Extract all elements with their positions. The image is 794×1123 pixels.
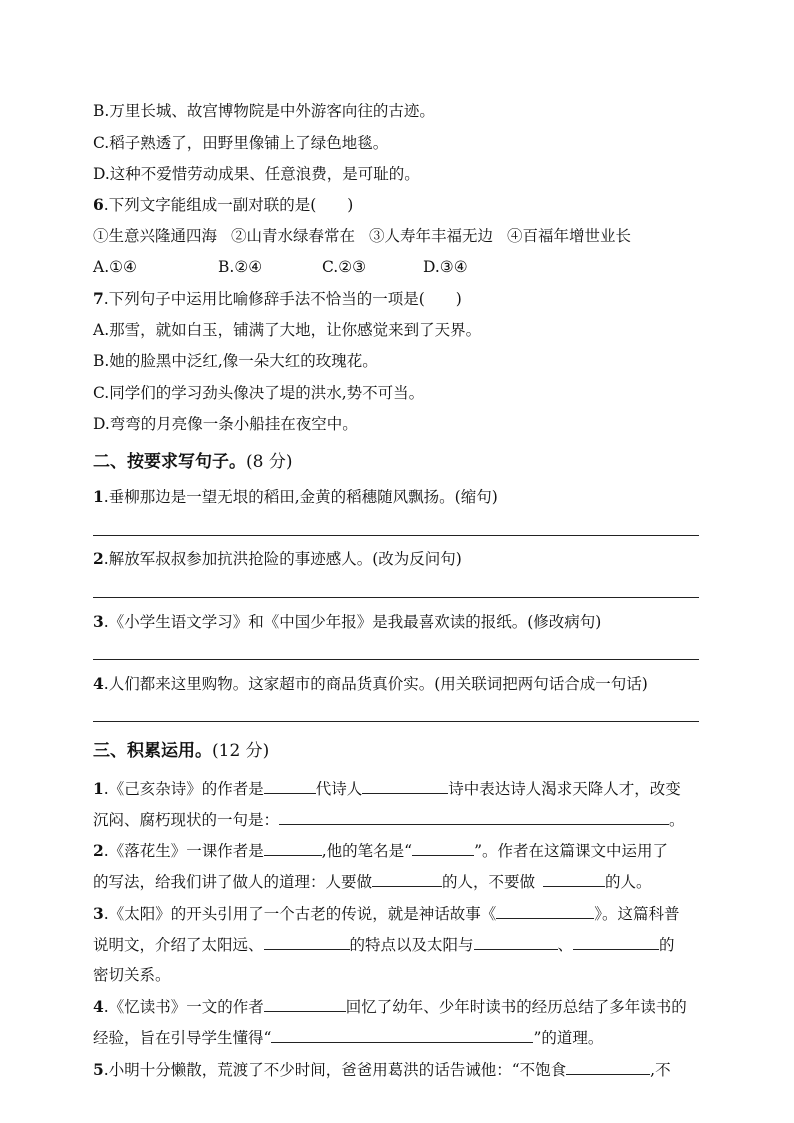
option-c: C.②③ (322, 258, 367, 276)
item-number: 2 (93, 549, 104, 568)
fill-blank[interactable] (264, 840, 322, 856)
item-number: 1 (93, 779, 104, 798)
text: ,不 (650, 1061, 671, 1079)
section3-q4-cont (93, 1027, 603, 1048)
section3-q3 (93, 903, 680, 924)
fill-blank[interactable] (474, 934, 558, 950)
option-b: B.她的脸黑中泛红,像一朵大红的玫瑰花。 (93, 352, 378, 370)
fill-blank[interactable] (264, 996, 346, 1012)
text: 的人。 (605, 873, 652, 891)
section3-q3-cont2: 密切关系。 (93, 966, 171, 984)
text: 的写法，给我们讲了做人的道理：人要做 (93, 873, 373, 891)
answer-line[interactable] (93, 721, 699, 722)
section3-q2 (93, 840, 668, 861)
answer-line[interactable] (93, 535, 699, 536)
item-text: .解放军叔叔参加抗洪抢险的事迹感人。(改为反问句) (103, 550, 462, 568)
couplet-item: ②山青水绿春常在 (231, 227, 356, 245)
section2-item-3 (93, 612, 601, 632)
option-a: A.那雪，就如白玉，铺满了大地，让你感觉来到了天界。 (93, 321, 482, 339)
item-number: 4 (93, 997, 104, 1016)
answer-line[interactable] (93, 597, 699, 598)
item-text: .《小学生语文学习》和《中国少年报》是我最喜欢读的报纸。(修改病句) (103, 613, 602, 631)
fill-blank[interactable] (372, 871, 442, 887)
option-d: D.这种不爱惜劳动成果、任意浪费，是可耻的。 (93, 165, 420, 183)
item-number: 5 (93, 1060, 104, 1079)
text: 。 (669, 811, 685, 829)
option-c: C.稻子熟透了，田野里像铺上了绿色地毯。 (93, 134, 389, 152)
fill-blank[interactable] (279, 809, 669, 825)
option-d: D.弯弯的月亮像一条小船挂在夜空中。 (93, 415, 358, 433)
text: 回忆了幼年、少年时读书的经历总结了多年读书的 (345, 998, 687, 1016)
fill-blank[interactable] (543, 871, 605, 887)
question-number: 7 (93, 289, 104, 308)
text: ”。作者在这篇课文中运用了 (474, 842, 669, 860)
item-number: 2 (93, 841, 104, 860)
section-heading (93, 452, 292, 472)
option-d: D.③④ (423, 258, 468, 276)
item-text: .人们都来这里购物。这家超市的商品货真价实。(用关联词把两句话合成一句话) (103, 675, 648, 693)
question-text: .下列句子中运用比喻修辞手法不恰当的一项是( ) (103, 290, 462, 308)
option-b: B.②④ (218, 258, 263, 276)
text: .《太阳》的开头引用了一个古老的传说，就是神话故事《 (103, 905, 497, 923)
question-7 (93, 289, 462, 309)
answer-line[interactable] (93, 659, 699, 660)
section3-q3-cont (93, 934, 675, 955)
text: 的人，不要做 (442, 873, 536, 891)
section3-q1-cont (93, 809, 685, 830)
item-number: 4 (93, 674, 104, 693)
text: .小明十分懒散，荒渡了不少时间，爸爸用葛洪的话告诫他：“不饱食 (103, 1061, 567, 1079)
couplet-items (93, 226, 631, 246)
couplet-item: ①生意兴隆通四海 (93, 227, 218, 245)
fill-blank[interactable] (362, 778, 448, 794)
section-title: 三、积累运用。 (93, 741, 212, 761)
section2-item-4 (93, 674, 648, 694)
fill-blank[interactable] (573, 934, 659, 950)
section-title: 二、按要求写句子。 (93, 452, 246, 472)
text: 》。这篇科普 (594, 905, 680, 923)
section-points: (8 分) (246, 452, 293, 472)
text: .《落花生》一课作者是 (103, 842, 264, 860)
text: 说明文，介绍了太阳远、 (93, 936, 264, 954)
section3-q5 (93, 1059, 671, 1080)
fill-blank[interactable] (271, 1027, 533, 1043)
text: 经验，旨在引导学生懂得“ (93, 1029, 272, 1047)
option-a: A.①④ (93, 258, 137, 276)
fill-blank[interactable] (264, 778, 316, 794)
text: 的 (659, 936, 675, 954)
fill-blank[interactable] (412, 840, 474, 856)
section3-q1 (93, 778, 681, 799)
fill-blank[interactable] (496, 903, 594, 919)
item-number: 3 (93, 904, 104, 923)
text: .《忆读书》一文的作者 (103, 998, 264, 1016)
item-number: 3 (93, 612, 104, 631)
text: 诗中表达诗人渴求天降人才，改变 (448, 780, 681, 798)
question-number: 6 (93, 195, 104, 214)
section2-item-1 (93, 487, 498, 507)
option-b: B.万里长城、故宫博物院是中外游客向往的古迹。 (93, 102, 435, 120)
text: 沉闷、腐朽现状的一句是： (93, 811, 280, 829)
couplet-item: ③人寿年丰福无边 (369, 227, 494, 245)
section2-item-2 (93, 549, 462, 569)
fill-blank[interactable] (264, 934, 350, 950)
text: 的特点以及太阳与 (349, 936, 474, 954)
section-points: (12 分) (212, 741, 270, 761)
text: 代诗人 (315, 780, 363, 798)
text: .《己亥杂诗》的作者是 (103, 780, 264, 798)
text: 、 (557, 936, 574, 954)
question-text: .下列文字能组成一副对联的是( ) (103, 196, 354, 214)
section3-q2-cont (93, 871, 652, 892)
section3-q4 (93, 996, 687, 1017)
item-text: .垂柳那边是一望无垠的稻田,金黄的稻穗随风飘扬。(缩句) (103, 488, 498, 506)
text: ,他的笔名是“ (321, 842, 413, 860)
question-6 (93, 195, 353, 215)
option-c: C.同学们的学习劲头像决了堤的洪水,势不可当。 (93, 384, 425, 402)
text: ”的道理。 (533, 1029, 604, 1047)
couplet-item: ④百福年增世业长 (507, 227, 632, 245)
item-number: 1 (93, 487, 104, 506)
fill-blank[interactable] (566, 1059, 650, 1075)
section-heading (93, 741, 269, 761)
